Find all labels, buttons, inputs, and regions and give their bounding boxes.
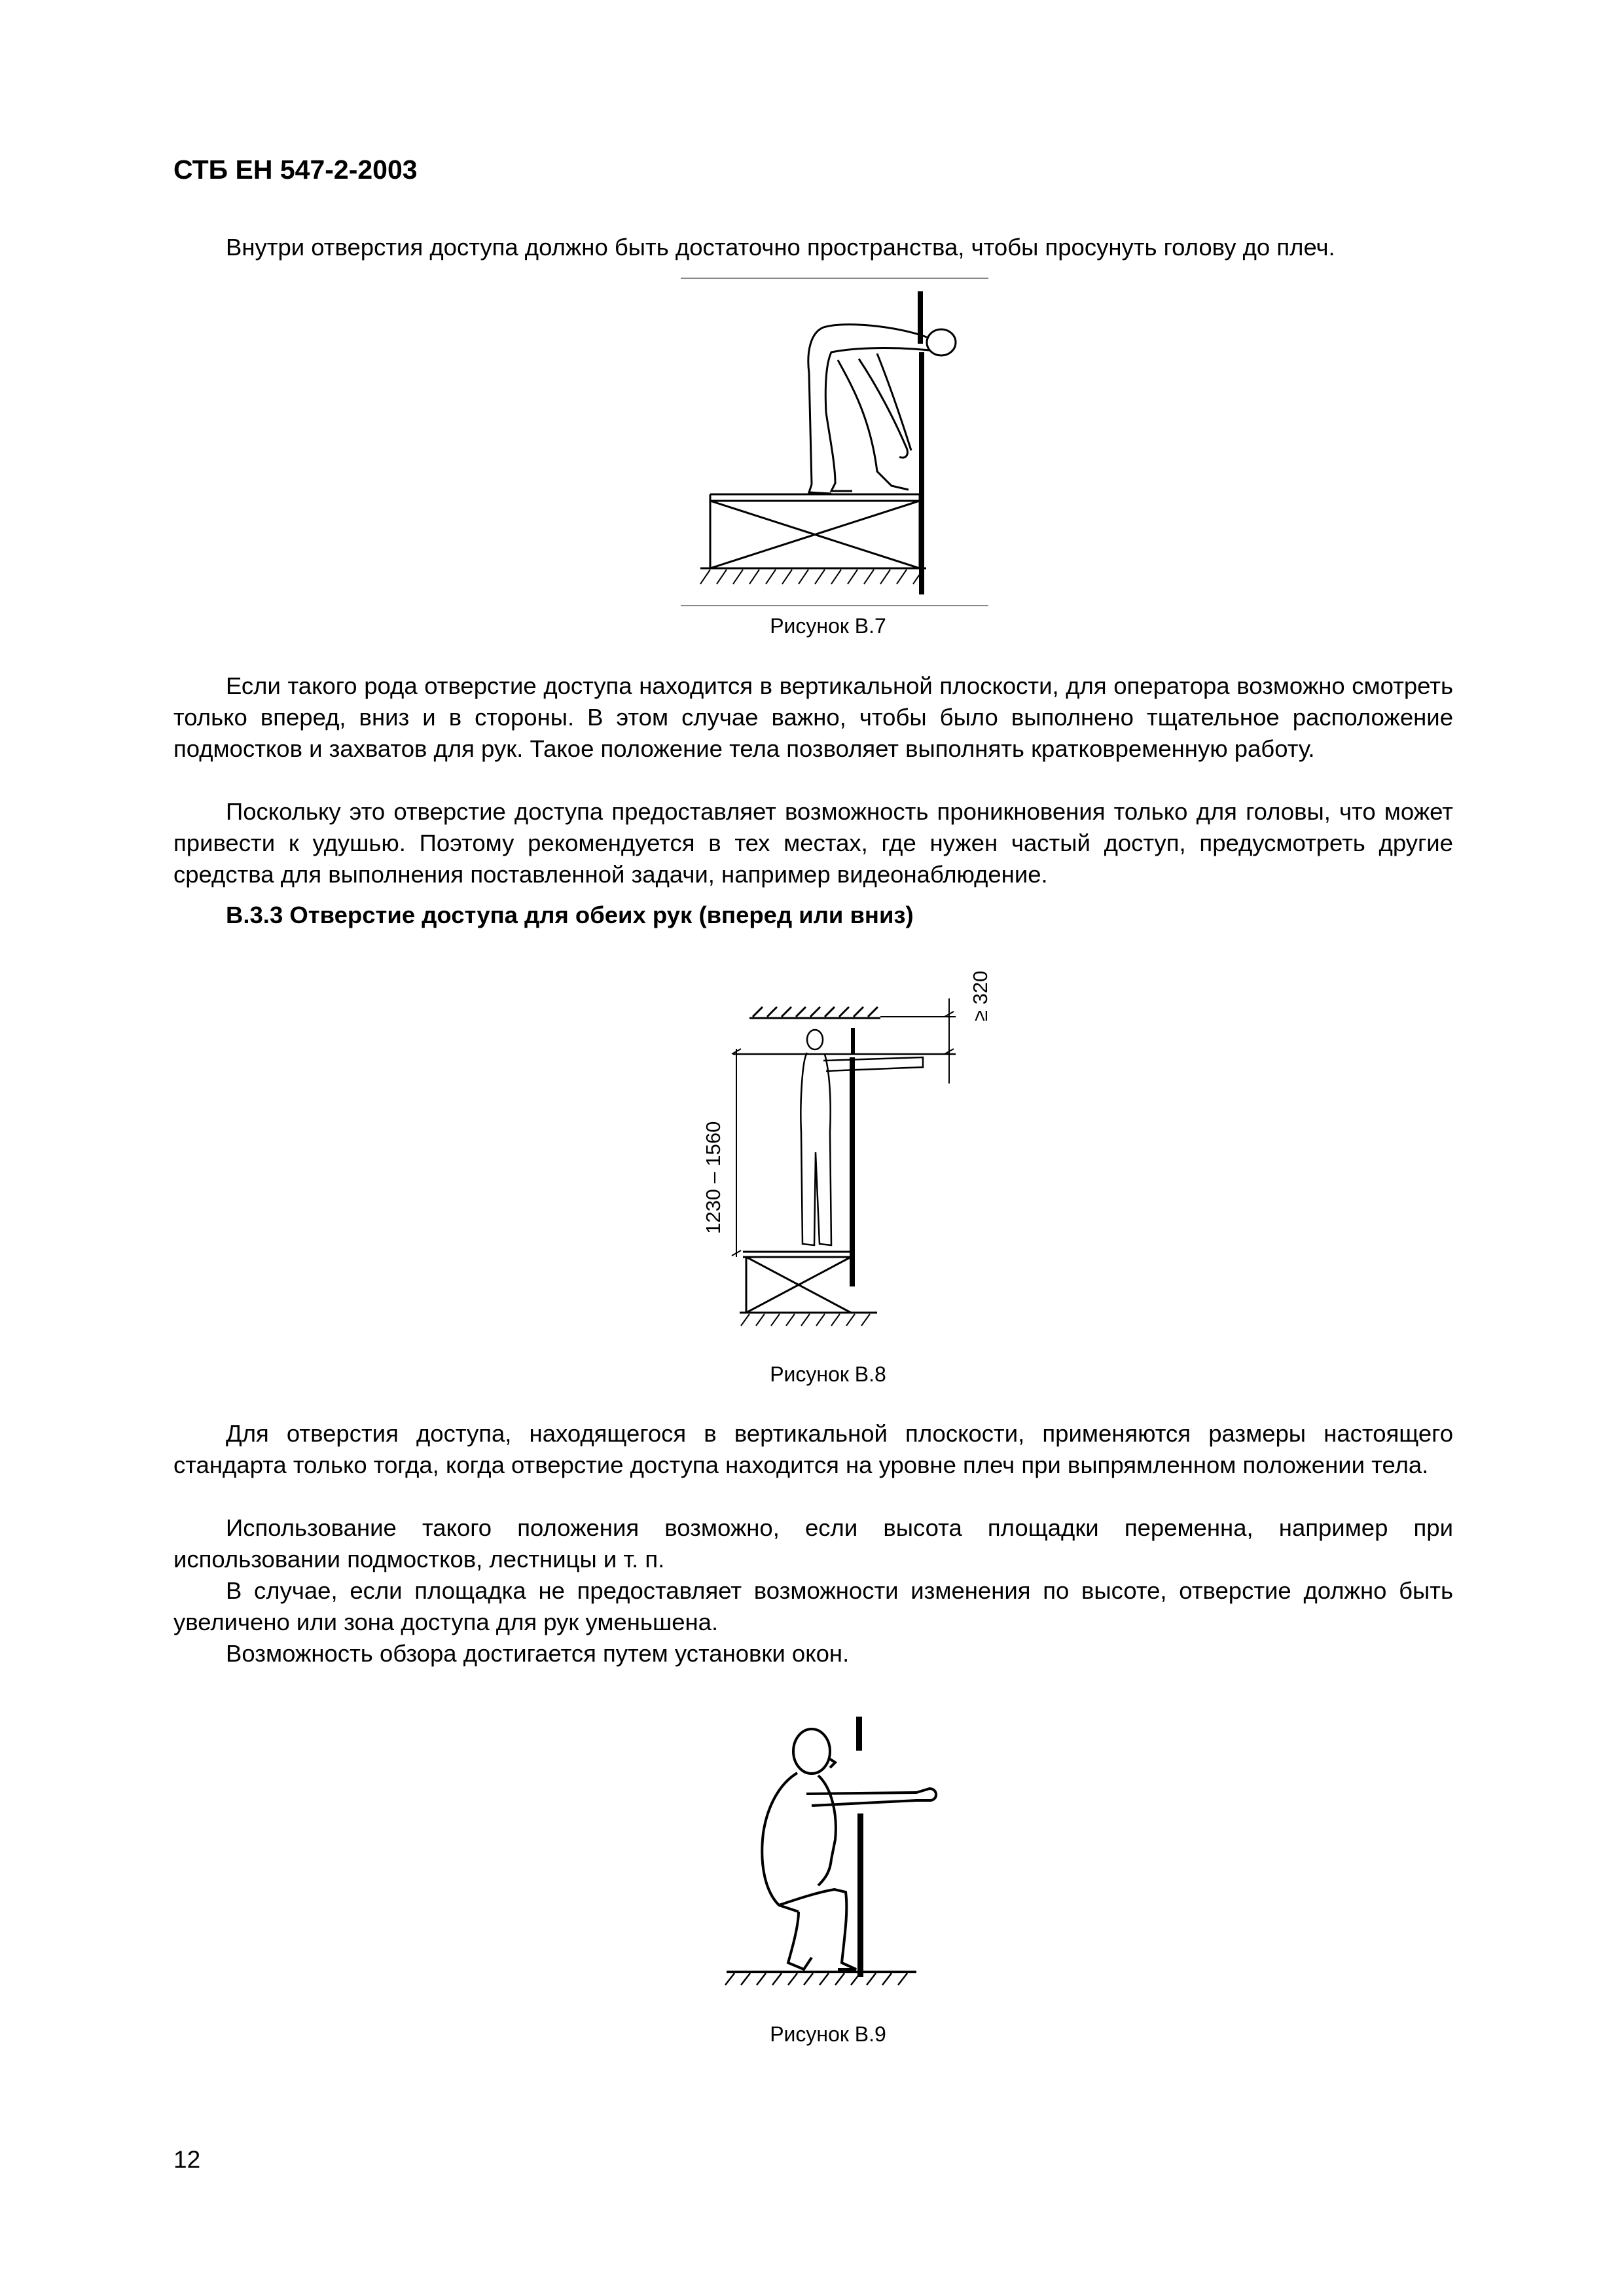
standard-code: СТБ ЕН 547-2-2003 [173, 155, 418, 185]
b9-wall-lower [857, 1813, 863, 1977]
page-number: 12 [173, 2146, 201, 2173]
b8-ceiling [749, 1007, 880, 1018]
b7-ground-hatch [700, 570, 923, 584]
b8-height-dimension: 1230 – 1560 [702, 1121, 725, 1234]
figure-b7 [681, 275, 988, 615]
paragraph-fixed-platform: В случае, если площадка не предоставляет возможности изменения по высоте, отверстие должно быть увеличено или зона доступа для рук уменьшена. [173, 1577, 1453, 1635]
figure-b7-drawing [681, 275, 988, 615]
figure-b8 [655, 943, 995, 1342]
paragraph-vertical-plane: Если такого рода отверстие доступа находится в вертикальной плоскости, для оператора возможно смотреть только вперед, вниз и в стороны. В этом случае важно, чтобы было выполнено тщательное расположение подмостков и захватов для рук. Такое положение тела позволяет выполнять кратковременную работу. [173, 672, 1453, 762]
b8-standing-person [801, 1030, 923, 1245]
paragraph-shoulder-level: Для отверстия доступа, находящегося в вертикальной плоскости, применяются размеры настоящего стандарта только тогда, когда отверстие доступа находится на уровне плеч при выпрямленном положении тела. [173, 1420, 1453, 1478]
paragraph-windows: Возможность обзора достигается путем установки окон. [226, 1640, 850, 1667]
b9-wall-upper [856, 1717, 862, 1751]
b8-scaffold [740, 1252, 877, 1313]
paragraph-head-space: Внутри отверстия доступа должно быть достаточно пространства, чтобы просунуть голову до плеч. [226, 234, 1335, 261]
figure-b8-caption: Рисунок В.8 [770, 1362, 886, 1386]
b9-ground-hatch [725, 1973, 907, 1985]
b8-clearance-dimension: ≥ 320 [969, 970, 992, 1021]
paragraph-variable-height: Использование такого положения возможно, если высота площадки переменна, например при использовании подмостков, лестницы и т. п. [173, 1514, 1453, 1573]
b8-ground-hatch [741, 1314, 870, 1326]
b9-squatting-person [762, 1729, 936, 1969]
paragraph-suffocation: Поскольку это отверстие доступа предоставляет возможность проникновения только для головы, что может привести к удушью. Поэтому рекомендуется в тех местах, где нужен частый доступ, предусмотреть другие средства для выполнения поставленной задачи, например видеонаблюдение. [173, 798, 1453, 888]
section-heading-b33: В.3.3 Отверстие доступа для обеих рук (вперед или вниз) [226, 902, 914, 928]
figure-b9-drawing [720, 1702, 969, 1990]
figure-b9 [720, 1702, 969, 1990]
b7-bending-person [808, 325, 956, 494]
b7-scaffold [700, 494, 926, 568]
figure-b9-caption: Рисунок В.9 [770, 2022, 886, 2046]
figure-b7-caption: Рисунок В.7 [770, 614, 886, 638]
